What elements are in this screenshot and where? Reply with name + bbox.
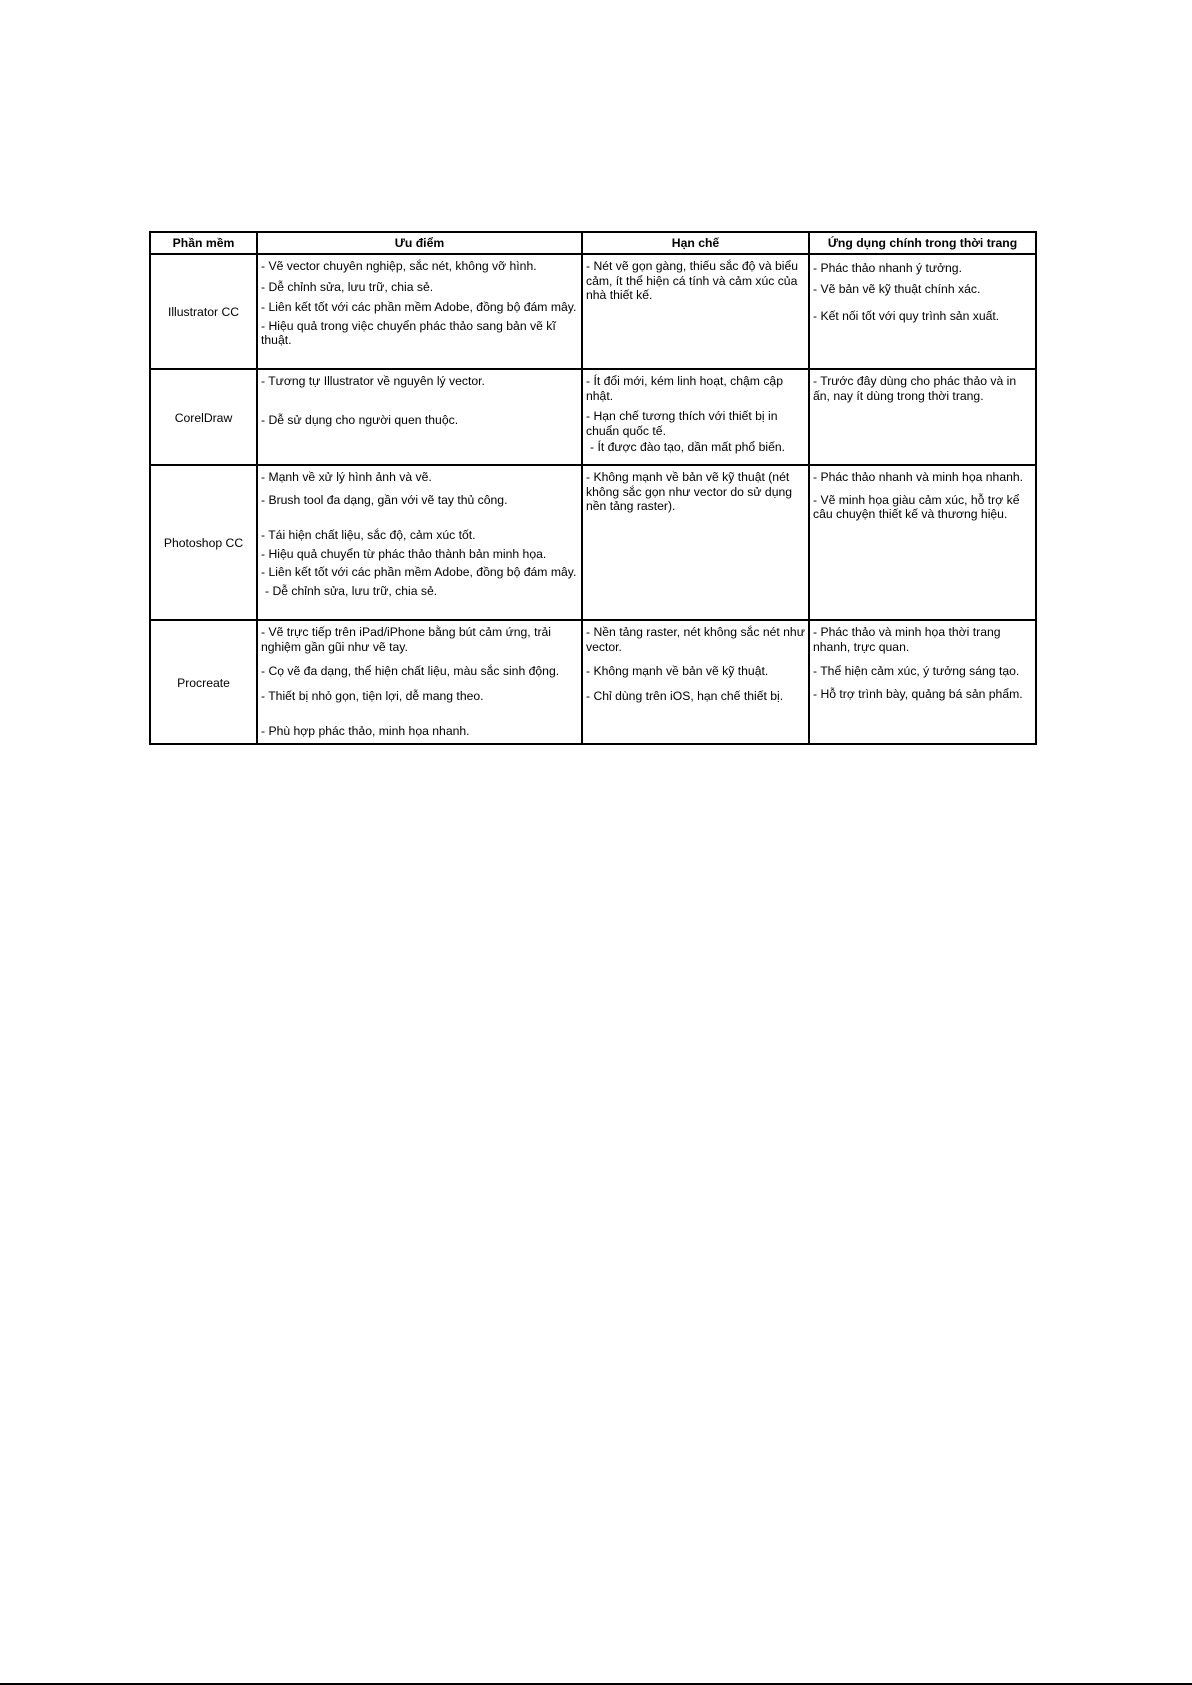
table-row bbox=[150, 254, 1036, 369]
pros-item: - Dễ chỉnh sửa, lưu trữ, chia sẻ. bbox=[261, 279, 434, 294]
table-row bbox=[150, 465, 1036, 620]
pros-cell bbox=[257, 465, 582, 620]
pros-item: - Liên kết tốt với các phần mềm Adobe, đồng bộ đám mây. bbox=[261, 565, 577, 580]
cons-item: - Nét vẽ gọn gàng, thiếu sắc độ và biểu cảm, ít thể hiện cá tính và cảm xúc của nhà thiết kế. bbox=[586, 259, 799, 303]
cons-item: - Ít được đào tạo, dần mất phổ biến. bbox=[590, 440, 786, 455]
cons-item: - Ít đổi mới, kém linh hoạt, chậm cập nhật. bbox=[586, 374, 783, 403]
cons-item: - Chỉ dùng trên iOS, hạn chế thiết bị. bbox=[586, 688, 784, 703]
uses-item: - Thể hiện cảm xúc, ý tưởng sáng tạo. bbox=[813, 664, 1020, 679]
pros-item: - Mạnh về xử lý hình ảnh và vẽ. bbox=[261, 470, 432, 484]
pros-item: - Liên kết tốt với các phần mềm Adobe, đồng bộ đám mây. bbox=[261, 300, 577, 315]
cons-item: - Hạn chế tương thích với thiết bị in chuẩn quốc tế. bbox=[586, 409, 778, 438]
software-name: Photoshop CC bbox=[150, 465, 257, 620]
pros-cell bbox=[257, 620, 582, 744]
pros-item: - Dễ sử dụng cho người quen thuộc. bbox=[261, 412, 459, 427]
pros-cell bbox=[257, 254, 582, 369]
software-name: Illustrator CC bbox=[150, 254, 257, 369]
uses-item: - Phác thảo và minh họa thời trang nhanh, trực quan. bbox=[813, 625, 1001, 654]
table-row bbox=[150, 620, 1036, 744]
header-pros: Ưu điểm bbox=[257, 232, 582, 254]
pros-item: - Dễ chỉnh sửa, lưu trữ, chia sẻ. bbox=[265, 583, 438, 598]
software-comparison-table bbox=[149, 231, 1037, 745]
uses-cell bbox=[809, 620, 1036, 744]
header-cons: Hạn chế bbox=[582, 232, 809, 254]
uses-item: - Hỗ trợ trình bày, quảng bá sản phẩm. bbox=[813, 686, 1023, 701]
cons-item: - Nền tảng raster, nét không sắc nét như vector. bbox=[586, 625, 805, 654]
pros-item: - Cọ vẽ đa dạng, thể hiện chất liệu, màu sắc sinh động. bbox=[261, 664, 560, 679]
uses-cell bbox=[809, 254, 1036, 369]
uses-item: - Phác thảo nhanh ý tưởng. bbox=[813, 261, 962, 275]
header-row bbox=[150, 232, 1036, 254]
cons-item: - Không mạnh về bản vẽ kỹ thuật. bbox=[586, 664, 769, 679]
cons-cell bbox=[582, 369, 809, 465]
uses-cell bbox=[809, 369, 1036, 465]
header-software: Phần mềm bbox=[150, 232, 257, 254]
cons-cell bbox=[582, 254, 809, 369]
cons-cell bbox=[582, 465, 809, 620]
uses-item: - Vẽ bản vẽ kỹ thuật chính xác. bbox=[813, 281, 981, 296]
cons-item: - Không mạnh về bản vẽ kỹ thuật (nét không sắc gọn như vector do sử dụng nền tảng raster). bbox=[586, 470, 793, 514]
pros-item: - Phù hợp phác thảo, minh họa nhanh. bbox=[261, 724, 470, 739]
pros-item: - Tái hiện chất liệu, sắc độ, cảm xúc tốt. bbox=[261, 528, 476, 543]
software-name: Procreate bbox=[150, 620, 257, 744]
uses-item: - Kết nối tốt với quy trình sản xuất. bbox=[813, 309, 1000, 324]
table-row bbox=[150, 369, 1036, 465]
uses-item: - Vẽ minh họa giàu cảm xúc, hỗ trợ kể câu chuyện thiết kế và thương hiệu. bbox=[813, 492, 1020, 522]
cons-cell bbox=[582, 620, 809, 744]
pros-item: - Brush tool đa dạng, gần với vẽ tay thủ công. bbox=[261, 492, 508, 507]
uses-item: - Trước đây dùng cho phác thảo và in ấn, nay ít dùng trong thời trang. bbox=[813, 374, 1017, 403]
header-uses: Ứng dụng chính trong thời trang bbox=[809, 232, 1036, 254]
pros-item: - Thiết bị nhỏ gọn, tiện lợi, dễ mang theo. bbox=[261, 688, 484, 703]
uses-cell bbox=[809, 465, 1036, 620]
pros-item: - Tương tự Illustrator về nguyên lý vector. bbox=[261, 374, 485, 388]
pros-item: - Vẽ vector chuyên nghiệp, sắc nét, không vỡ hình. bbox=[261, 259, 537, 273]
pros-item: - Hiệu quả trong việc chuyển phác thảo sang bản vẽ kĩ thuật. bbox=[261, 318, 556, 348]
uses-item: - Phác thảo nhanh và minh họa nhanh. bbox=[813, 470, 1024, 484]
pros-item: - Vẽ trực tiếp trên iPad/iPhone bằng bút cảm ứng, trải nghiệm gần gũi như vẽ tay. bbox=[261, 625, 552, 654]
pros-item: - Hiệu quả chuyển từ phác thảo thành bản minh họa. bbox=[261, 546, 547, 561]
pros-cell bbox=[257, 369, 582, 465]
software-name: CorelDraw bbox=[150, 369, 257, 465]
